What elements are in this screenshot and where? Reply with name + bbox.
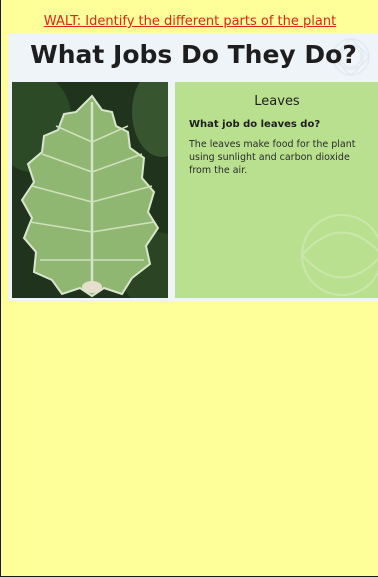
leaf-photo [12, 82, 168, 298]
slide-title: What Jobs Do They Do? [30, 40, 357, 69]
slide [8, 33, 378, 301]
info-panel [175, 82, 378, 298]
answer-text: The leaves make food for the plant using sunlight and carbon dioxide from the air. [189, 139, 356, 176]
decorative-flourish [287, 200, 378, 298]
question-text: What job do leaves do? [189, 119, 321, 130]
panel-title: Leaves [254, 94, 300, 109]
walt-heading: WALT: Identify the different parts of the plant [43, 14, 337, 29]
